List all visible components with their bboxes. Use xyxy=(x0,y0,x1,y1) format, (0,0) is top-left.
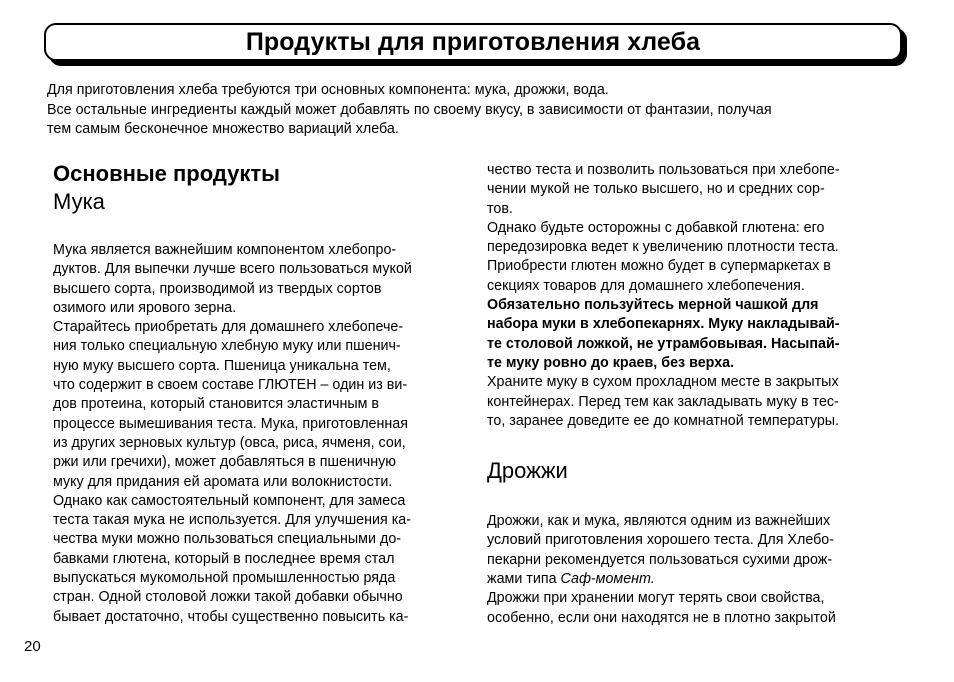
text-line: чества муки можно пользоваться специальными до- xyxy=(53,531,402,548)
intro-line: тем самым бесконечное множество вариаций хлеба. xyxy=(47,121,399,137)
text-line: бывает достаточно, чтобы существенно повысить ка- xyxy=(53,608,409,625)
text-line: что содержит в своем составе ГЛЮТЕН – один из ви- xyxy=(53,377,408,394)
text-line: дуктов. Для выпечки лучше всего пользоваться мукой xyxy=(53,261,412,278)
text-line: Храните муку в сухом прохладном месте в закрытых xyxy=(487,374,839,391)
text-line: контейнерах. Перед тем как закладывать муку в тес- xyxy=(487,393,839,410)
text-line: Приобрести глютен можно будет в супермаркетах в xyxy=(487,258,831,275)
subsection-title-yeast: Дрожжи xyxy=(487,458,568,484)
yeast-brand-name: Саф-момент. xyxy=(560,571,655,588)
text-line: озимого или ярового зерна. xyxy=(53,299,237,316)
intro-line: Для приготовления хлеба требуются три основных компонента: мука, дрожжи, вода. xyxy=(47,82,609,98)
right-column xyxy=(487,161,907,628)
text-line: из других зерновых культур (овса, риса, ячменя, сои, xyxy=(53,434,406,451)
text-line: теста такая мука не используется. Для улучшения ка- xyxy=(53,512,412,529)
section-title: Основные продукты xyxy=(53,161,280,186)
intro-paragraph xyxy=(47,81,907,140)
bold-warning-line: те столовой ложкой, не утрамбовывая. Насыпай- xyxy=(487,335,840,352)
page-number: 20 xyxy=(24,638,41,655)
text-line: особенно, если они находятся не в плотно закрытой xyxy=(487,609,836,626)
page-title: Продукты для приготовления хлеба xyxy=(245,27,701,56)
text-line: Старайтесь приобретать для домашнего хлебопече- xyxy=(53,319,404,336)
text-line: Мука является важнейшим компонентом хлебопро- xyxy=(53,242,397,258)
text-line: ржи или гречихи), может добавляться в пшеничную xyxy=(53,454,396,471)
left-column xyxy=(53,160,473,627)
text-line: чении мукой не только высшего, но и средних сор- xyxy=(487,181,825,198)
text-line: бавками глютена, который в последнее время стал xyxy=(53,550,395,567)
text-line: ную муку высшего сорта. Пшеница уникальна тем, xyxy=(53,357,391,374)
text-line: муку для придания ей аромата или волокнистости. xyxy=(53,473,393,490)
text-line xyxy=(487,570,907,589)
text-line: Дрожжи, как и мука, являются одним из важнейших xyxy=(487,513,831,530)
text-line: стран. Одной столовой ложки такой добавки обычно xyxy=(53,589,403,606)
text-line: условий приготовления хорошего теста. Для Хлебо- xyxy=(487,532,835,549)
text-line: Дрожжи при хранении могут терять свои свойства, xyxy=(487,590,825,607)
subsection-title-flour: Мука xyxy=(53,189,105,214)
text-line: высшего сорта, производимой из твердых сортов xyxy=(53,280,382,297)
bold-warning-line: набора муки в хлебопекарнях. Муку накладывай- xyxy=(487,316,840,333)
bold-warning-line: Обязательно пользуйтесь мерной чашкой для xyxy=(487,297,819,314)
intro-line: Все остальные ингредиенты каждый может добавлять по своему вкусу, в зависимости от фантазии, получая xyxy=(47,101,772,118)
text-line: дов протеина, который становится эластичным в xyxy=(53,396,380,413)
text-line: то, заранее доведите ее до комнатной температуры. xyxy=(487,412,840,429)
text-line: пекарни рекомендуется пользоваться сухими дрож- xyxy=(487,551,833,568)
text-line: секциях товаров для домашнего хлебопечения. xyxy=(487,277,805,294)
text-line: чество теста и позволить пользоваться при хлебопе- xyxy=(487,162,840,178)
text-line: тов. xyxy=(487,200,513,217)
text-line: Однако как самостоятельный компонент, для замеса xyxy=(53,492,406,509)
text-line: процессе вымешивания теста. Мука, приготовленная xyxy=(53,415,408,432)
bold-warning-line: те муку ровно до краев, без верха. xyxy=(487,354,735,371)
text-line: выпускаться мукомольной промышленностью ряда xyxy=(53,570,396,587)
text-line-prefix: жами типа xyxy=(487,571,561,588)
text-line: передозировка ведет к увеличению плотности теста. xyxy=(487,239,839,256)
text-line: ния только специальную хлебную муку или пшенич- xyxy=(53,338,401,355)
header-box xyxy=(44,23,902,61)
text-line: Однако будьте осторожны с добавкой глютена: его xyxy=(487,219,825,236)
